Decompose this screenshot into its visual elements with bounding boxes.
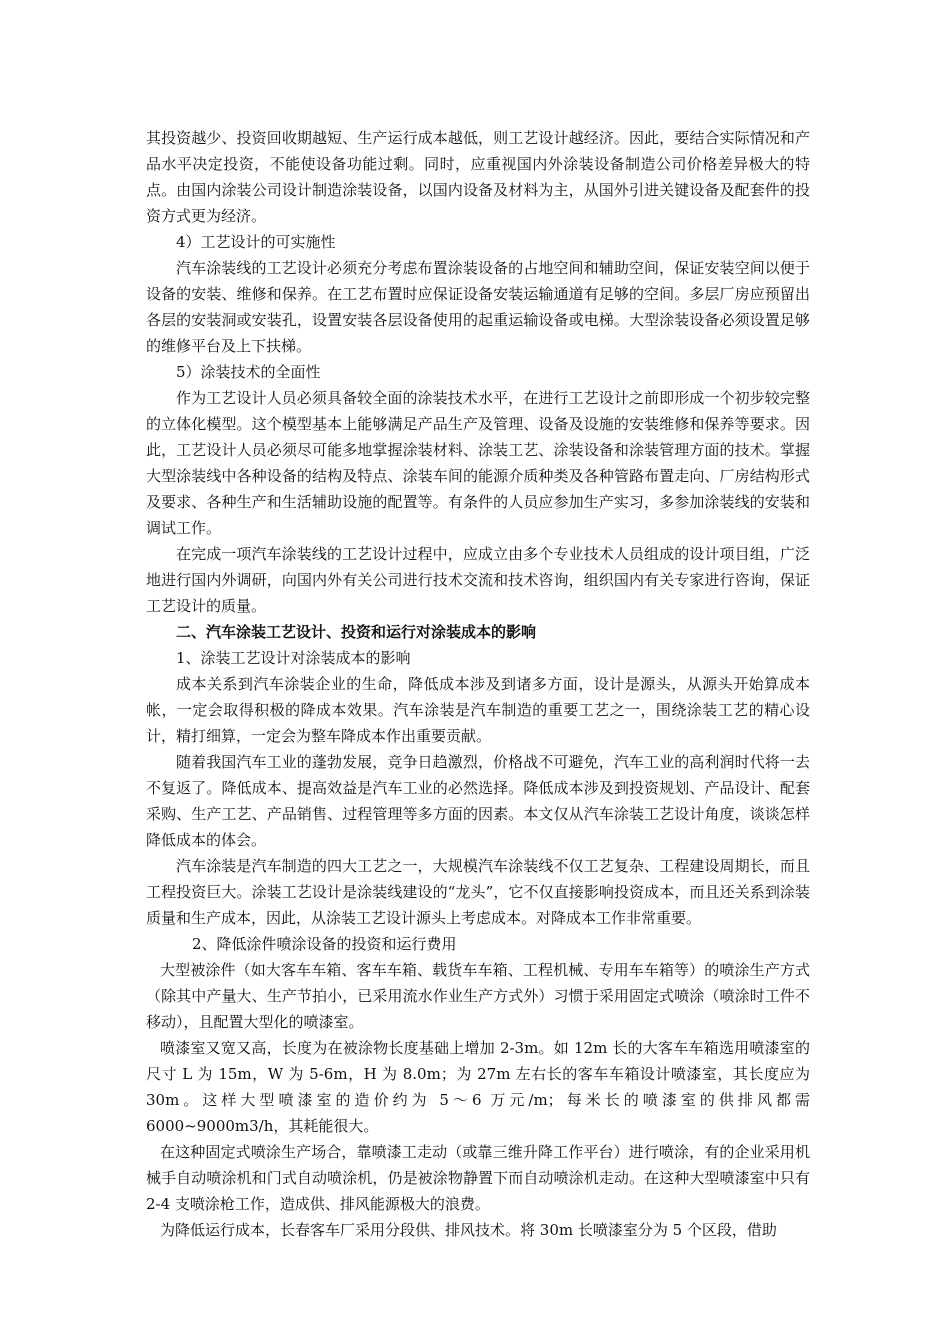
paragraph-project-team: 在完成一项汽车涂装线的工艺设计过程中，应成立由多个专业技术人员组成的设计项目组，广泛地进行国内外调研，向国内外有关公司进行技术交流和技术咨询，组织国内有关专家进行咨询，保证工艺设计的质量。 — [146, 545, 810, 615]
paragraph-large-workpieces: 大型被涂件（如大客车车箱、客车车箱、载货车车箱、工程机械、专用车车箱等）的喷涂生产方式（除其中产量大、生产节拍小，已采用流水作业生产方式外）习惯于采用固定式喷涂（喷涂时工件不移动），且配置大型化的喷漆室。 — [146, 961, 810, 1031]
paragraph-painting-process: 汽车涂装是汽车制造的四大工艺之一，大规模汽车涂装线不仅工艺复杂、工程建设周期长，而且工程投资巨大。涂装工艺设计是涂装线建设的“龙头”，它不仅直接影响投资成本，而且还关系到涂装质量和生产成本，因此，从涂装工艺设计源头上考虑成本。对降成本工作非常重要。 — [146, 857, 810, 927]
paragraph-cost-source: 成本关系到汽车涂装企业的生命，降低成本涉及到诸多方面，设计是源头，从源头开始算成本帐，一定会取得积极的降成本效果。汽车涂装是汽车制造的重要工艺之一，围绕涂装工艺的精心设计，精打细算，一定会为整车降成本作出重要贡献。 — [146, 675, 810, 745]
paragraph-segmented-ventilation: 为降低运行成本，长春客车厂采用分段供、排风技术。将 30m 长喷漆室分为 5 个区段，借助 — [160, 1221, 777, 1239]
subheading-spray-equipment: 2、降低涂件喷涂设备的投资和运行费用 — [192, 935, 457, 953]
paragraph-comprehensiveness: 作为工艺设计人员必须具备较全面的涂装技术水平，在进行工艺设计之前即形成一个初步较完整的立体化模型。这个模型基本上能够满足产品生产及管理、设备及设施的安装维修和保养等要求。因此，工艺设计人员必须尽可能多地掌握涂装材料、涂装工艺、涂装设备和涂装管理方面的技术。掌握大型涂装线中各种设备的结构及特点、涂装车间的能源介质种类及各种管路布置走向、厂房结构形式及要求、各种生产和生活辅助设施的配置等。有条件的人员应参加生产实习，多参加涂装线的安装和调试工作。 — [146, 389, 810, 537]
paragraph-investment-economy: 其投资越少、投资回收期越短、生产运行成本越低，则工艺设计越经济。因此，要结合实际情况和产品水平决定投资，不能使设备功能过剩。同时，应重视国内外涂装设备制造公司价格差异极大的特点。由国内涂装公司设计制造涂装设备，以国内设备及材料为主，从国外引进关键设备及配套件的投资方式更为经济。 — [146, 129, 810, 225]
paragraph-industry-competition: 随着我国汽车工业的蓬勃发展，竞争日趋激烈，价格战不可避免，汽车工业的高利润时代将一去不复返了。降低成本、提高效益是汽车工业的必然选择。降低成本涉及到投资规划、产品设计、配套采购、生产工艺、产品销售、过程管理等多方面的因素。本文仅从汽车涂装工艺设计角度，谈谈怎样降低成本的体会。 — [146, 753, 810, 849]
subheading-design-cost: 1、涂装工艺设计对涂装成本的影响 — [176, 649, 411, 667]
section-heading-cost-impact: 二、汽车涂装工艺设计、投资和运行对涂装成本的影响 — [176, 623, 537, 641]
heading-feasibility: 4）工艺设计的可实施性 — [176, 233, 336, 251]
heading-comprehensiveness: 5）涂装技术的全面性 — [176, 363, 321, 381]
paragraph-fixed-spraying: 在这种固定式喷涂生产场合，靠喷漆工走动（或靠三维升降工作平台）进行喷涂，有的企业采用机械手自动喷涂机和门式自动喷涂机，仍是被涂物静置下而自动喷涂机走动。在这种大型喷漆室中只有 2-4 支喷涂枪工作，造成供、排风能源极大的浪费。 — [146, 1143, 810, 1213]
paragraph-feasibility: 汽车涂装线的工艺设计必须充分考虑布置涂装设备的占地空间和辅助空间，保证安装空间以便于设备的安装、维修和保养。在工艺布置时应保证设备安装运输通道有足够的空间。多层厂房应预留出各层的安装洞或安装孔，设置安装各层设备使用的起重运输设备或电梯。大型涂装设备必须设置足够的维修平台及上下扶梯。 — [146, 259, 810, 355]
document-body — [146, 125, 810, 1243]
paragraph-spray-booth-size: 喷漆室又宽又高，长度为在被涂物长度基础上增加 2-3m。如 12m 长的大客车车箱选用喷漆室的尺寸 L 为 15m，W 为 5-6m，H 为 8.0m；为 27m 左右长的客车车箱设计喷漆室，其长度应为 30m。这样大型喷漆室的造价约为 5～6 万元/m；每米长的喷漆室的供排风都需 6000~9000m3/h，其耗能很大。 — [146, 1039, 810, 1135]
